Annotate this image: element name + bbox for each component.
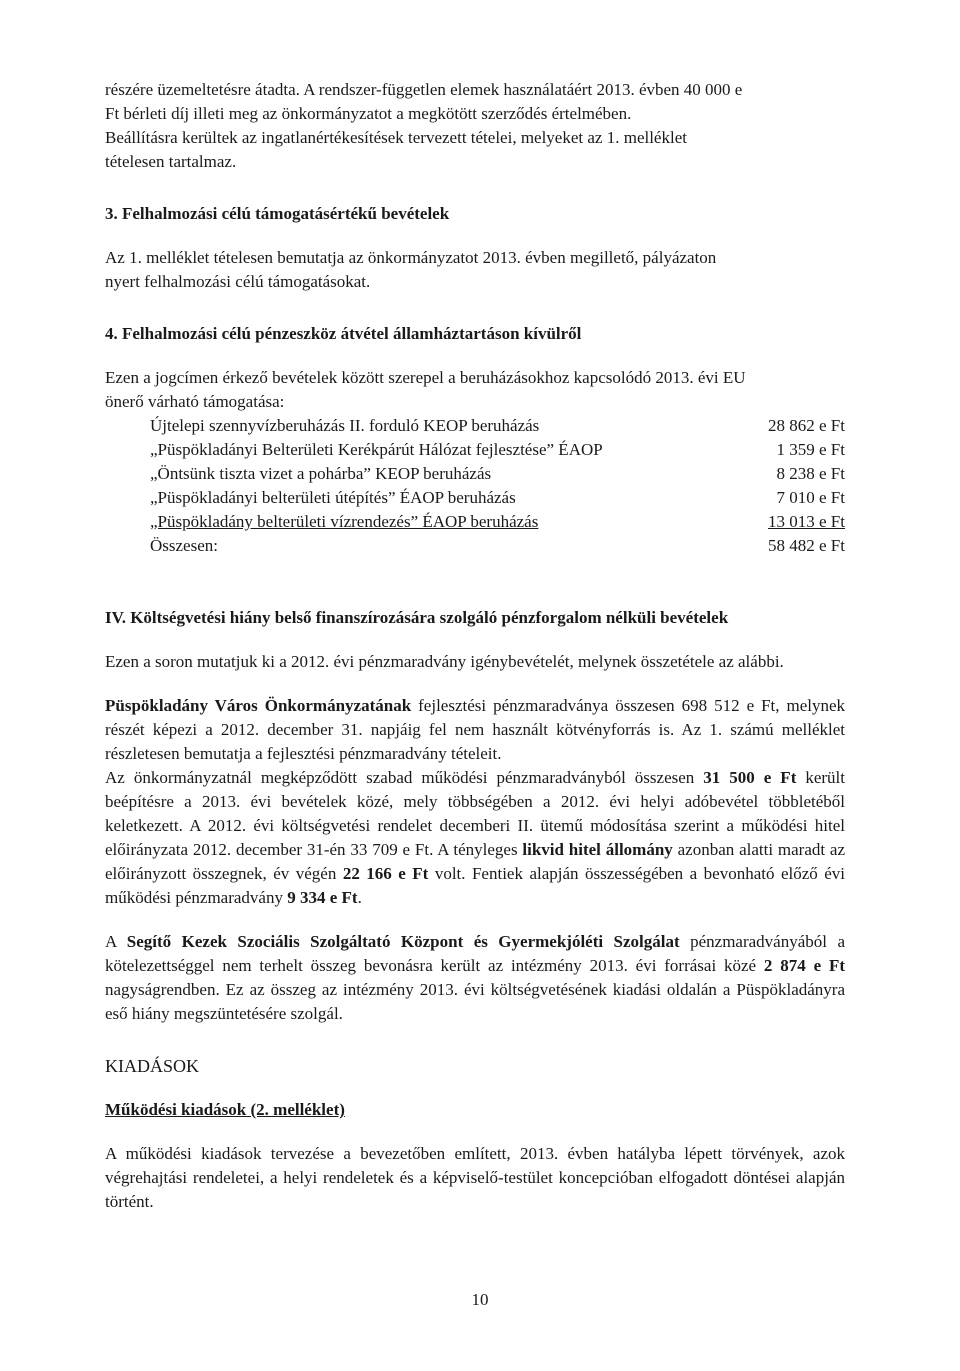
document-page [105, 78, 845, 1214]
list-item [105, 414, 845, 438]
item-amount: 8 238 e Ft [776, 464, 845, 483]
item-label: „Püspökladányi Belterületi Kerékpárút Hálózat fejlesztése” ÉAOP [150, 440, 603, 459]
item-label: „Püspökladányi belterületi útépítés” ÉAOP beruházás [150, 488, 516, 507]
section-4-title: 4. Felhalmozási célú pénzeszköz átvétel államháztartáson kívülről [105, 324, 582, 343]
list-item [105, 438, 845, 462]
text-span: nagyságrendben. Ez az összeg az intézmény 2013. évi költségvetésének kiadási oldalán a Püspökladányra eső hiány megszüntetésére szolgál. [105, 980, 845, 1023]
text-line: részére üzemeltetésre átadta. A rendszer-független elemek használatáért 2013. évben 40 000 e [105, 80, 743, 99]
bold-text: 31 500 e Ft [703, 768, 797, 787]
bold-text: Püspökladány Város Önkormányzatának [105, 696, 412, 715]
kiadasok-paragraph: A működési kiadások tervezése a bevezetőben említett, 2013. évben hatályba lépett törvények, azok végrehajtási rendeletei, a helyi rendeletek és a képviselő-testület koncepcióban elfogadott döntései alapján történt. [105, 1144, 845, 1211]
list-item [105, 510, 845, 534]
text-span: pénzmaradványából a kötelezettséggel nem terhelt összeg bevonásra került az intézmény 2013. évi forrásai közé [105, 932, 845, 975]
text-line: Beállításra kerültek az ingatlanértékesítések tervezett tételei, melyeket az 1. melléklet [105, 128, 687, 147]
section-iv-paragraph-4 [105, 930, 845, 1026]
bold-text: 9 334 e Ft [287, 888, 358, 907]
item-amount: 1 359 e Ft [776, 440, 845, 459]
eu-support-list [105, 414, 845, 558]
total-row [105, 534, 845, 558]
section-3-title: 3. Felhalmozási célú támogatásértékű bevételek [105, 204, 450, 223]
text-span: Az önkormányzatnál megképződött szabad működési pénzmaradványból összesen [105, 768, 704, 787]
section-iv-paragraph-3 [105, 766, 845, 910]
text-line: Ft bérleti díj illeti meg az önkormányzatot a megkötött szerződés értelmében. [105, 104, 632, 123]
text-span: A [105, 932, 127, 951]
total-label: Összesen: [150, 536, 218, 555]
section-4-intro [105, 366, 845, 414]
text-line: Ezen a jogcímen érkező bevételek között szerepel a beruházásokhoz kapcsolódó 2013. évi EU [105, 368, 746, 387]
kiadasok-subheading: Működési kiadások (2. melléklet) [105, 1100, 345, 1119]
text-line: tételesen tartalmaz. [105, 152, 237, 171]
list-item [105, 462, 845, 486]
item-amount: 28 862 e Ft [768, 416, 845, 435]
text-line: önerő várható támogatása: [105, 392, 285, 411]
text-span: fejlesztési pénzmaradványa összesen 698 512 e Ft, melynek részét képezi a 2012. december 31. napjáig fel nem használt kötvényforrás is. Az 1. számú melléklet részletesen bemutatja a fejlesztési pénzmaradvány tételeit. [105, 696, 846, 763]
list-item [105, 486, 845, 510]
item-amount: 7 010 e Ft [776, 488, 845, 507]
total-amount: 58 482 e Ft [768, 536, 845, 555]
text-span: . [357, 888, 362, 907]
text-span: volt. Fentiek alapján összességében a bevonható előző évi működési pénzmaradvány [105, 864, 846, 907]
bold-text: likvid hitel állomány [522, 840, 673, 859]
item-amount: 13 013 e Ft [768, 512, 845, 531]
text-line: Az 1. melléklet tételesen bemutatja az önkormányzatot 2013. évben megillető, pályázaton [105, 248, 717, 267]
kiadasok-heading: KIADÁSOK [105, 1056, 199, 1076]
item-label: Újtelepi szennyvízberuházás II. forduló KEOP beruházás [150, 416, 540, 435]
text-span: került beépítésre a 2013. évi bevételek közé, mely többségében a 2012. évi helyi adóbevétel többletéből keletkezett. A 2012. évi költségvetési rendelet decemberi II. ütemű módosítása szerint a működési hitel előirányzata 2012. december 31-én 33 709 e Ft. A tényleges [105, 768, 846, 859]
bold-text: 22 166 e Ft [342, 864, 429, 883]
section-3-paragraph [105, 246, 845, 294]
bold-text: Segítő Kezek Szociális Szolgáltató Központ és Gyermekjóléti Szolgálat [126, 932, 680, 951]
text-line: nyert felhalmozási célú támogatásokat. [105, 272, 371, 291]
item-label: „Püspökladány belterületi vízrendezés” ÉAOP beruházás [150, 512, 539, 531]
section-iv-title: IV. Költségvetési hiány belső finanszírozására szolgáló pénzforgalom nélküli bevételek [105, 608, 729, 627]
item-label: „Öntsünk tiszta vizet a pohárba” KEOP beruházás [150, 464, 492, 483]
page-number: 10 [471, 1290, 489, 1309]
section-iv-paragraph-1: Ezen a soron mutatjuk ki a 2012. évi pénzmaradvány igénybevételét, melynek összetétele az alábbi. [105, 652, 784, 671]
bold-text: 2 874 e Ft [763, 956, 845, 975]
section-iv-paragraph-2 [105, 694, 845, 766]
intro-paragraph [105, 78, 845, 174]
text-span: azonban alatti maradt az előirányzott összegnek, év végén [105, 840, 845, 883]
